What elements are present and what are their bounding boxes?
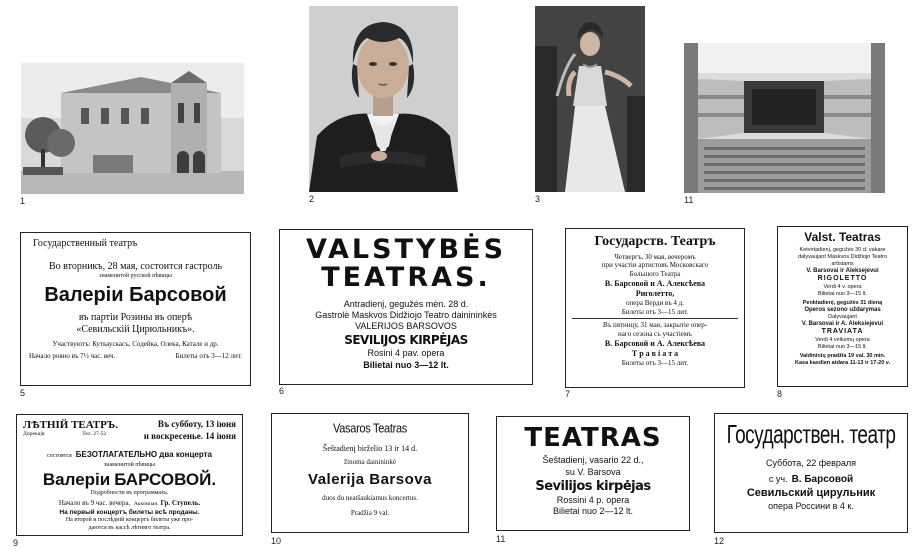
ad11-opera-desc: Rossini 4 p. opera <box>556 495 630 506</box>
ad8-participation-line: dalyvaujant Maskvos Didžiojo Teatro <box>798 253 887 260</box>
ad9-direction: Дирекція <box>23 431 45 437</box>
ad7-divider <box>572 318 738 319</box>
ad10-concerts-line: duos du neatšaukiamus koncertus. <box>322 494 418 503</box>
ad7-theatre-name: Государств. Театръ <box>594 234 716 249</box>
ad5-singer-desc: знаменитой русской пѣвицы <box>99 273 172 279</box>
ad8-season-close: Operos sezono uždarymas <box>804 306 881 313</box>
ad8-artists-label: artistams <box>831 260 854 267</box>
ad7-opera-2: Т р а в і а т а <box>631 348 679 358</box>
ad6-opera-desc: Rosini 4 pav. opera <box>367 348 445 359</box>
ad7-artists-2: В. Барсовой и А. Алексѣева <box>604 338 706 348</box>
ad5-ticket-price: Билеты отъ 3—12 лит. <box>175 352 242 361</box>
ad8-artists-1: V. Barsovai ir Aleksejevui <box>806 267 879 274</box>
ad9-second-concert-2: даются въ кассѣ лѣтняго театра. <box>88 524 171 531</box>
ad5-opera-title: «Севильскій Цирюльникъ». <box>76 324 195 335</box>
figure-label-11-ad: 11 <box>496 534 506 544</box>
figure-label-5: 5 <box>20 388 26 398</box>
figure-label-6: 6 <box>279 386 285 396</box>
ad9-sold-out: На первый концертъ билеты всѣ проданы. <box>59 509 200 516</box>
costume-photo <box>535 6 645 192</box>
figure-label-3: 3 <box>535 194 541 204</box>
ad8-tickets-1: Bilietai nuo 3—15 lt. <box>818 290 867 297</box>
ad11-singer-line: su V. Barsova <box>565 466 621 477</box>
ad6-title-line1: VALSTYBĖS <box>305 234 507 265</box>
ad9-start-time: Начало въ 9 час. вечера. <box>58 499 131 507</box>
figure-label-11-photo: 11 <box>684 195 694 205</box>
figure-label-9: 9 <box>13 538 19 548</box>
ad8-participating: Dalyvaujant <box>828 314 857 320</box>
ad8-opera-2-desc: Verdi 4 veiksmų opera <box>815 337 870 344</box>
ad9-accompanist: Гр. Ступель. <box>160 499 201 507</box>
ad10-theatre-name: Vasaros Teatras <box>333 421 407 437</box>
ad6-guest-line: Gastrolė Maskvos Didžiojo Teatro dainininkės <box>315 309 497 320</box>
ad8-tickets-2: Bilietai nuo 3—15 lt. <box>818 344 867 350</box>
ad9-details: Подробности въ программахъ. <box>90 489 169 496</box>
ad10-singer-desc: žinoma dainininkė <box>344 457 396 466</box>
ad5-start-time: Начало ровно въ 7½ час. веч. <box>29 352 116 361</box>
ad7-bolshoi-line: Большого Театра <box>629 270 681 278</box>
ad5-theatre-name: Государственный театръ <box>33 238 138 249</box>
figure-label-12: 12 <box>714 536 725 546</box>
ad9-singer-desc: знаменитой пѣвицы <box>103 462 156 468</box>
ad11-opera-title: Sevilijos kirpėjas <box>535 478 651 494</box>
ad9-concerts-line: БЕЗОТЛАГАТЕЛЬНО два концерта <box>75 450 212 459</box>
ad10-date-line: Šeštadienį birželio 13 ir 14 d. <box>322 443 418 453</box>
ad8-opera-1-desc: Verdi 4 v. opera <box>823 283 862 290</box>
newspaper-ad-6 <box>279 229 533 385</box>
ad9-telephone: Тел. 27-52 <box>82 431 107 437</box>
ad11-theatre-name: TEATRAS <box>524 423 662 453</box>
ad7-opera-1-desc: опера Верди въ 4 д. <box>625 298 684 307</box>
ad11-date-line: Šeštadienį, vasario 22 d., <box>542 455 644 466</box>
figure-label-8: 8 <box>777 389 783 399</box>
newspaper-ad-9 <box>16 414 243 536</box>
newspaper-ad-12 <box>714 413 908 533</box>
ad12-singer-name: В. Барсовой <box>791 474 854 485</box>
ad8-theatre-name: Valst. Teatras <box>804 230 881 244</box>
ad10-start-time: Pradžia 9 val. <box>350 509 390 517</box>
portrait-photo <box>309 6 458 192</box>
ad8-opera-1: RIGOLETTO <box>817 275 868 283</box>
ad9-saturday-line: Въ субботу, 13 іюня <box>157 419 236 429</box>
newspaper-ad-8 <box>777 226 908 387</box>
ad7-opera-1: Риголетто, <box>635 288 675 298</box>
ad12-opera-title: Севильский цирульник <box>746 487 876 499</box>
ad8-opera-2: TRAVIATA <box>821 328 864 336</box>
figure-label-7: 7 <box>565 389 571 399</box>
ad12-date-line: Суббота, 22 февраля <box>765 457 857 468</box>
ad5-singer-name: Валеріи Барсовой <box>44 283 227 306</box>
ad12-theatre-name: Государствен. театр <box>726 421 896 450</box>
ad9-sunday-line: и воскресенье. 14 іюня <box>143 431 236 441</box>
ad12-with-label: с уч. <box>768 474 788 484</box>
ad5-cast: Участвуютъ: Куткаускасъ, Содейка, Олека, Катале и др. <box>52 339 219 348</box>
ad5-date-line: Во вторникъ, 28 мая, состоится гастроль <box>48 260 223 272</box>
ad7-friday-line: Въ пятницу, 31 мая, закрытіе опер- <box>602 321 708 330</box>
ad5-role-line: въ партіи Розины въ оперѣ <box>78 311 193 323</box>
ad6-date-line: Antradienį, gegužės mėn. 28 d. <box>343 298 469 309</box>
ad7-participation-line: при участіи артистовъ Московскаго <box>601 261 709 270</box>
ad11-ticket-price: Bilietai nuo 2—12 lt. <box>552 506 634 517</box>
ad10-singer-name: Valerija Barsova <box>308 470 432 488</box>
ad12-opera-desc: опера Россини в 4 к. <box>768 500 854 511</box>
ad6-singer-name: VALERIJOS BARSOVOS <box>355 321 457 332</box>
figure-label-2: 2 <box>309 194 315 204</box>
ad8-start-time: Valdininių pradžia 19 val. 30 min. <box>799 352 886 359</box>
ad6-opera-title: SEVILIJOS KIRPĖJAS <box>344 333 468 348</box>
theatre-building-photo <box>21 63 244 194</box>
ad8-artists-2: V. Barsovai ir A. Aleksiejevui <box>801 320 884 327</box>
ad8-friday-line: Penktadienį, gegužės 31 dieną <box>802 299 883 306</box>
newspaper-ad-7 <box>565 228 745 388</box>
ad7-season-close: наго сезона съ участіемъ <box>618 330 692 338</box>
figure-label-10: 10 <box>271 536 282 546</box>
ad7-tickets-2: Билеты отъ 3—15 лит. <box>621 358 689 367</box>
ad6-title-line2: TEATRAS. <box>321 262 491 294</box>
newspaper-ad-11 <box>496 416 690 531</box>
figure-label-1: 1 <box>20 196 26 206</box>
ad9-accompanist-label: Аккомпан. <box>133 501 159 507</box>
ad8-box-office: Kasa kasdien atdara 11-13 ir 17-20 v. <box>795 359 890 366</box>
ad7-thursday-line: Четвергъ, 30 мая, вечеромъ <box>614 252 696 261</box>
ad9-singer-first-name: Валеріи <box>42 469 111 489</box>
ad9-theatre-name: ЛѢТНІЙ ТЕАТРЪ. <box>23 419 118 431</box>
newspaper-ad-5 <box>20 232 251 386</box>
ad9-singer-last-name: БАРСОВОЙ. <box>114 469 217 489</box>
newspaper-ad-10 <box>271 413 469 533</box>
ad9-second-concert-1: На второй и послѣдній концертъ билеты уже про- <box>65 517 194 524</box>
ad6-ticket-price: Bilietai nuo 3—12 lt. <box>363 359 449 370</box>
ad7-tickets-1: Билеты отъ 3—15 лит. <box>621 307 689 316</box>
ad9-take-place: состоятся <box>46 453 72 459</box>
ad8-thursday-line: Ketvirtadienį, gegužės 30 d. vakare <box>799 247 886 253</box>
ad7-artists-1: В. Барсовой и А. Алексѣева <box>604 278 706 288</box>
theatre-interior-photo <box>684 43 885 193</box>
